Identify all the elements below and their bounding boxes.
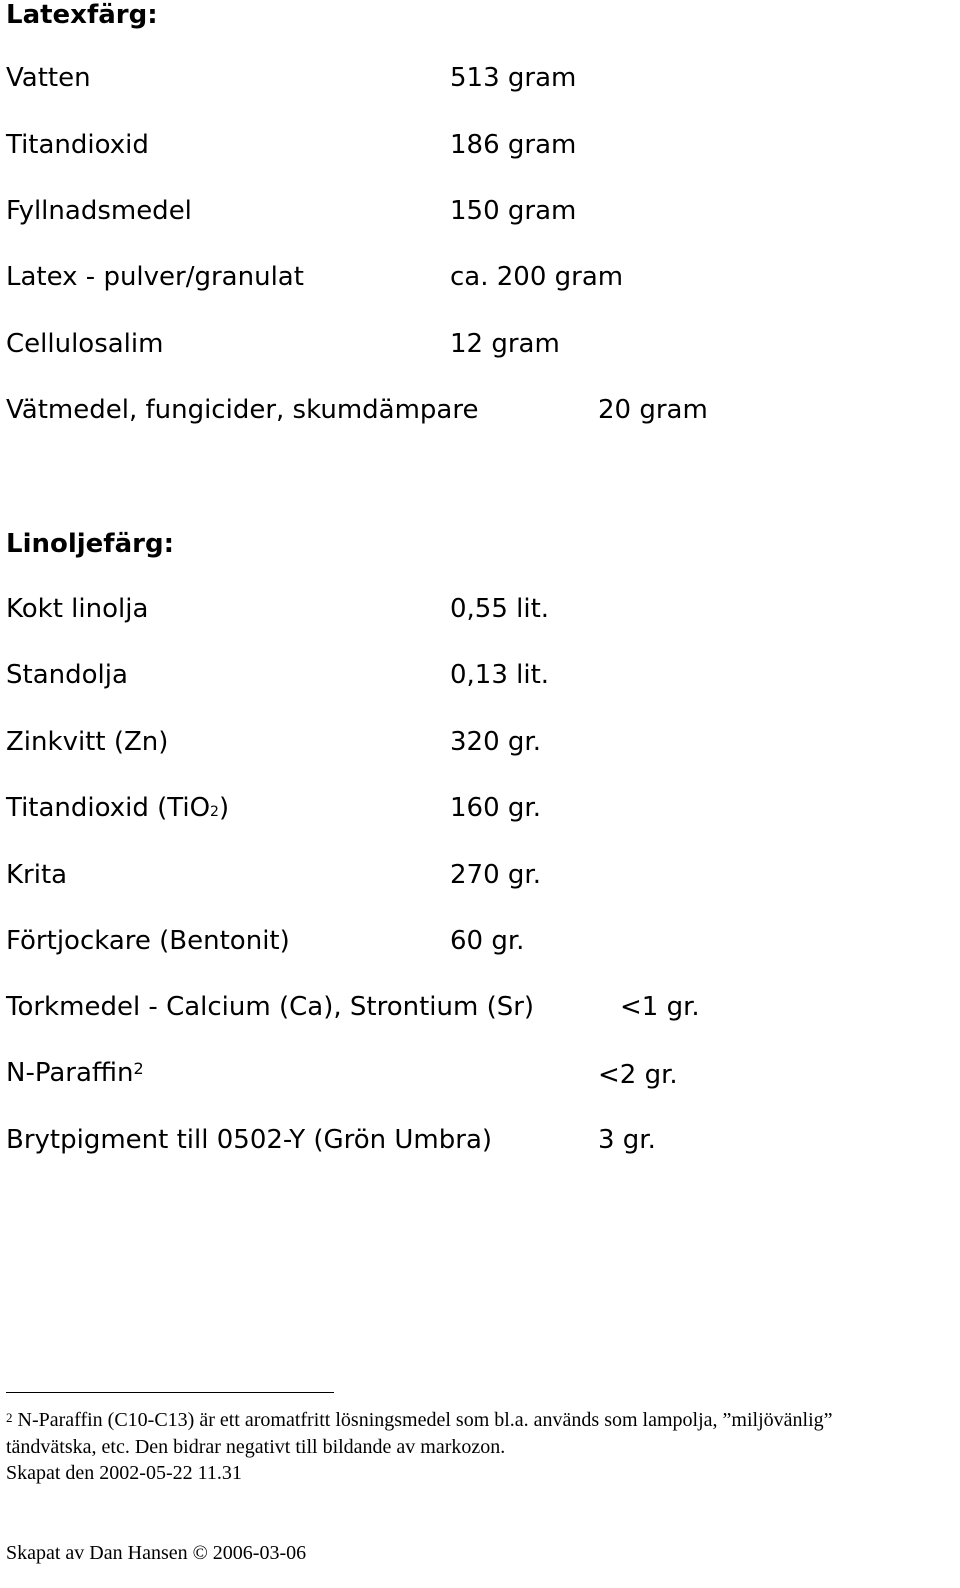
linolja-item-amount: 0,55 lit. [450, 594, 550, 624]
linolja-item-name: Torkmedel - Calcium (Ca), Strontium (Sr) [6, 992, 535, 1022]
linolja-item-name [6, 793, 229, 827]
linolja-heading: Linoljefärg: [6, 529, 174, 559]
linolja-item-amount: 60 gr. [450, 926, 525, 956]
linolja-item-amount: 3 gr. [598, 1125, 656, 1155]
footnote-line-2: tändvätska, etc. Den bidrar negativt till bildande av markozon. [6, 1436, 506, 1458]
linolja-item-name-prefix: Titandioxid (TiO [6, 793, 211, 823]
latex-item-amount: 150 gram [450, 196, 577, 226]
latex-item-amount: ca. 200 gram [450, 262, 624, 292]
linolja-item-amount: <2 gr. [598, 1060, 678, 1090]
linolja-item-name-text: N-Paraffin [6, 1058, 134, 1088]
latex-item-name: Cellulosalim [6, 329, 164, 359]
latex-heading: Latexfärg: [6, 0, 158, 30]
footnote-created: Skapat den 2002-05-22 11.31 [6, 1462, 242, 1484]
linolja-item-amount: <1 gr. [620, 992, 700, 1022]
footnote-text-1: N-Paraffin (C10-C13) är ett aromatfritt lösningsmedel som bl.a. används som lampolja, ”miljövänlig” [12, 1409, 833, 1431]
footer-credit: Skapat av Dan Hansen © 2006-03-06 [6, 1542, 307, 1564]
latex-item-name: Titandioxid [6, 130, 149, 160]
latex-item-name: Vätmedel, fungicider, skumdämpare [6, 395, 479, 425]
footnote-separator [6, 1392, 334, 1393]
linolja-item-name: Kokt linolja [6, 594, 149, 624]
linolja-item-amount: 320 gr. [450, 727, 541, 757]
linolja-item-name: Standolja [6, 660, 128, 690]
linolja-item-amount: 0,13 lit. [450, 660, 550, 690]
latex-item-name: Vatten [6, 63, 91, 93]
linolja-item-name: Zinkvitt (Zn) [6, 727, 169, 757]
latex-item-amount: 12 gram [450, 329, 560, 359]
footnote-marker: 2 [6, 1410, 13, 1425]
linolja-item-name-suffix: ) [218, 793, 230, 823]
linolja-item-name: Krita [6, 860, 68, 890]
linolja-item-name [6, 1058, 144, 1088]
latex-item-name: Latex - pulver/granulat [6, 262, 304, 292]
latex-item-amount: 513 gram [450, 63, 577, 93]
subscript: 2 [210, 804, 219, 820]
footnote-line-1 [6, 1408, 833, 1432]
latex-item-name: Fyllnadsmedel [6, 196, 192, 226]
linolja-item-name: Brytpigment till 0502-Y (Grön Umbra) [6, 1125, 493, 1155]
latex-item-amount: 186 gram [450, 130, 577, 160]
linolja-item-amount: 160 gr. [450, 793, 541, 823]
footnote-ref[interactable]: 2 [133, 1059, 144, 1078]
linolja-item-name: Förtjockare (Bentonit) [6, 926, 290, 956]
linolja-item-amount: 270 gr. [450, 860, 541, 890]
latex-item-amount: 20 gram [598, 395, 708, 425]
